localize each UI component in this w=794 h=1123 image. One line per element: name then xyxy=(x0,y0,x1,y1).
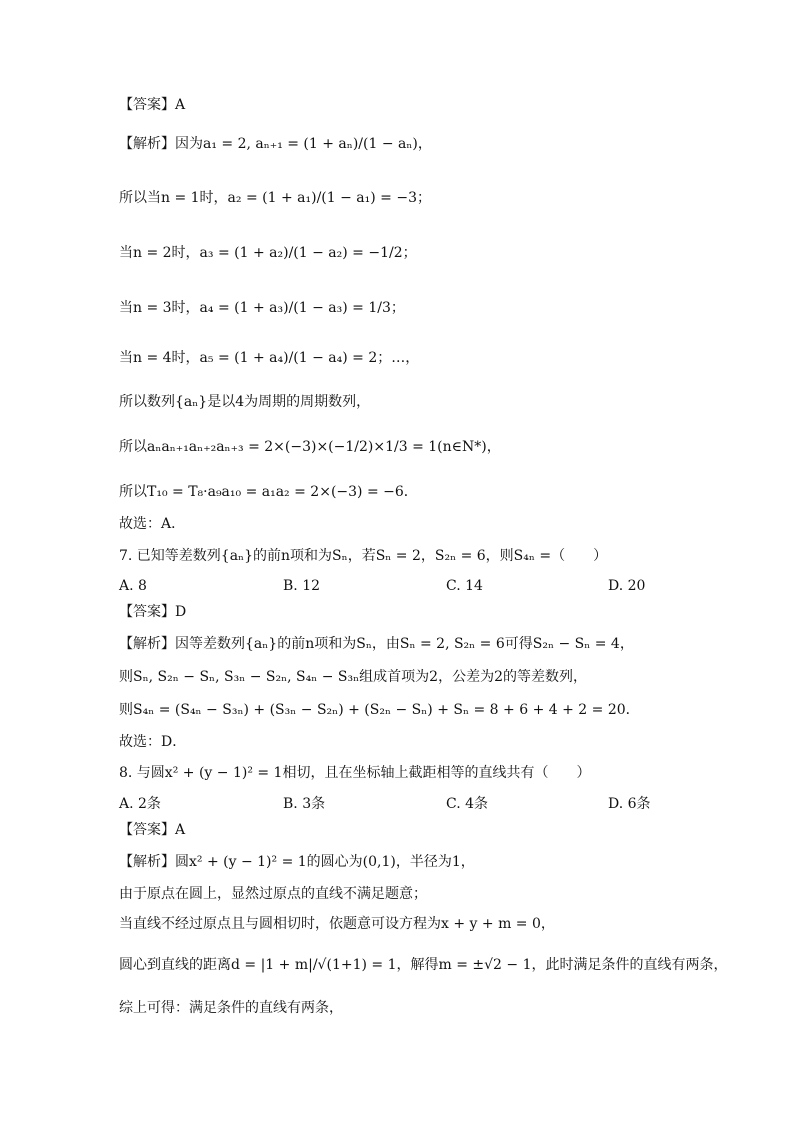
solution-line: 所以aₙaₙ₊₁aₙ₊₂aₙ₊₃ = 2×(−3)×(−1/2)×1/3 = 1(n∈N*)， xyxy=(119,439,501,455)
conclusion-line: 故选：A． xyxy=(119,516,186,532)
summary-line: 综上可得：满足条件的直线有两条， xyxy=(119,1000,343,1016)
solution-line: 当n = 3时，a₄ = (1 + a₃)/(1 − a₃) = 1/3； xyxy=(119,300,405,316)
solution-line: 【解析】因为a₁ = 2, aₙ₊₁ = (1 + aₙ)/(1 − aₙ)， xyxy=(119,136,432,152)
conclusion-line: 故选：D． xyxy=(119,734,187,750)
q7-option-d: D. 20 xyxy=(608,578,646,594)
q7-option-b: B. 12 xyxy=(283,578,321,594)
solution-line: 则S₄ₙ = (S₄ₙ − S₃ₙ) + (S₃ₙ − S₂ₙ) + (S₂ₙ − Sₙ) + Sₙ = 8 + 6 + 4 + 2 = 20． xyxy=(119,702,640,718)
solution-line: 【解析】因等差数列{aₙ}的前n项和为Sₙ，由Sₙ = 2, S₂ₙ = 6可得S₂ₙ − Sₙ = 4， xyxy=(119,636,634,652)
answer-label-q7: 【答案】D xyxy=(119,604,187,620)
q8-option-b: B. 3条 xyxy=(283,796,326,812)
solution-line: 当n = 2时，a₃ = (1 + a₂)/(1 − a₂) = −1/2； xyxy=(119,245,417,261)
solution-line: 所以T₁₀ = T₈·a₉a₁₀ = a₁a₂ = 2×(−3) = −6． xyxy=(119,484,418,500)
solution-line: 【解析】圆x² + (y − 1)² = 1的圆心为(0,1)，半径为1， xyxy=(119,854,475,870)
q8-option-a: A. 2条 xyxy=(119,796,161,812)
q8-option-c: C. 4条 xyxy=(446,796,489,812)
solution-line: 所以数列{aₙ}是以4为周期的周期数列， xyxy=(119,394,371,410)
solution-line: 由于原点在圆上，显然过原点的直线不满足题意； xyxy=(119,886,427,902)
q7-option-c: C. 14 xyxy=(446,578,483,594)
q8-option-d: D. 6条 xyxy=(608,796,651,812)
answer-label-q6: 【答案】A xyxy=(119,97,186,113)
solution-line: 当直线不经过原点且与圆相切时，依题意可设方程为x + y + m = 0， xyxy=(119,916,555,932)
solution-line: 则Sₙ, S₂ₙ − Sₙ, S₃ₙ − S₂ₙ, S₄ₙ − S₃ₙ组成首项为2，公差为2的等差数列， xyxy=(119,669,588,685)
question-8: 8. 与圆x² + (y − 1)² = 1相切，且在坐标轴上截距相等的直线共有（ ） xyxy=(119,765,591,781)
solution-line: 当n = 4时，a₅ = (1 + a₄)/(1 − a₄) = 2；…， xyxy=(119,350,420,366)
solution-line: 所以当n = 1时，a₂ = (1 + a₁)/(1 − a₁) = −3； xyxy=(119,190,431,206)
q7-option-a: A. 8 xyxy=(119,578,147,594)
question-7: 7. 已知等差数列{aₙ}的前n项和为Sₙ，若Sₙ = 2，S₂ₙ = 6，则S₄ₙ =（ ） xyxy=(119,548,608,564)
answer-label-q8: 【答案】A xyxy=(119,822,186,838)
solution-line: 圆心到直线的距离d = |1 + m|/√(1+1) = 1，解得m = ±√2 − 1，此时满足条件的直线有两条， xyxy=(119,957,728,973)
